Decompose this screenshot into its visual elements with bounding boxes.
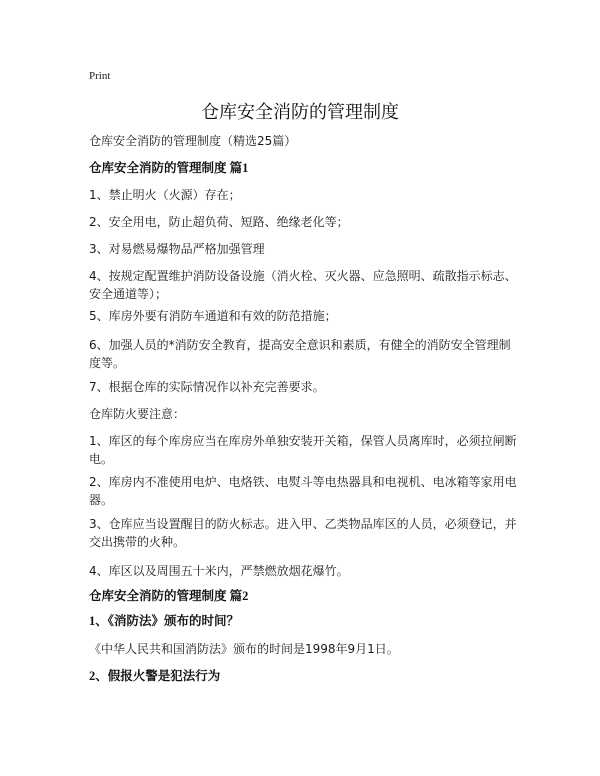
list-item: 1、库区的每个库房应当在库房外单独安装开关箱，保管人员离库时，必须拉闸断电。 xyxy=(89,434,517,466)
section-1-heading: 仓库安全消防的管理制度 篇1 xyxy=(89,161,249,175)
list-item: 7、根据仓库的实际情况作以补充完善要求。 xyxy=(89,380,325,394)
list-item: 6、加强人员的*消防安全教育，提高安全意识和素质，有健全的消防安全管理制度等。 xyxy=(89,338,511,370)
notice-heading: 仓库防火要注意： xyxy=(89,407,186,421)
page-title: 仓库安全消防的管理制度 xyxy=(201,102,399,123)
list-item: 5、库房外要有消防车通道和有效的防范措施； xyxy=(89,309,337,323)
document-subtitle: 仓库安全消防的管理制度（精选25篇） xyxy=(89,134,297,148)
list-item: 4、按规定配置维护消防设备设施（消火栓、灭火器、应急照明、疏散指示标志、安全通道等）； xyxy=(89,269,517,301)
list-item: 1、禁止明火（火源）存在； xyxy=(89,188,241,202)
list-item: 4、库区以及周围五十米内，严禁燃放烟花爆竹。 xyxy=(89,564,349,578)
answer-1: 《中华人民共和国消防法》颁布的时间是1998年9月1日。 xyxy=(89,642,399,656)
list-item: 2、库房内不准使用电炉、电烙铁、电熨斗等电热器具和电视机、电冰箱等家用电器。 xyxy=(89,475,517,507)
section-2-heading: 仓库安全消防的管理制度 篇2 xyxy=(89,589,249,603)
question-1: 1、《消防法》颁布的时间？ xyxy=(89,614,240,628)
question-2: 2、假报火警是犯法行为 xyxy=(89,669,221,683)
print-link[interactable]: Print xyxy=(89,70,111,82)
list-item: 2、安全用电，防止超负荷、短路、绝缘老化等； xyxy=(89,215,349,229)
list-item: 3、仓库应当设置醒目的防火标志。进入甲、乙类物品库区的人员，必须登记，并交出携带的火种。 xyxy=(89,517,517,549)
list-item: 3、对易燃易爆物品严格加强管理 xyxy=(89,242,265,256)
